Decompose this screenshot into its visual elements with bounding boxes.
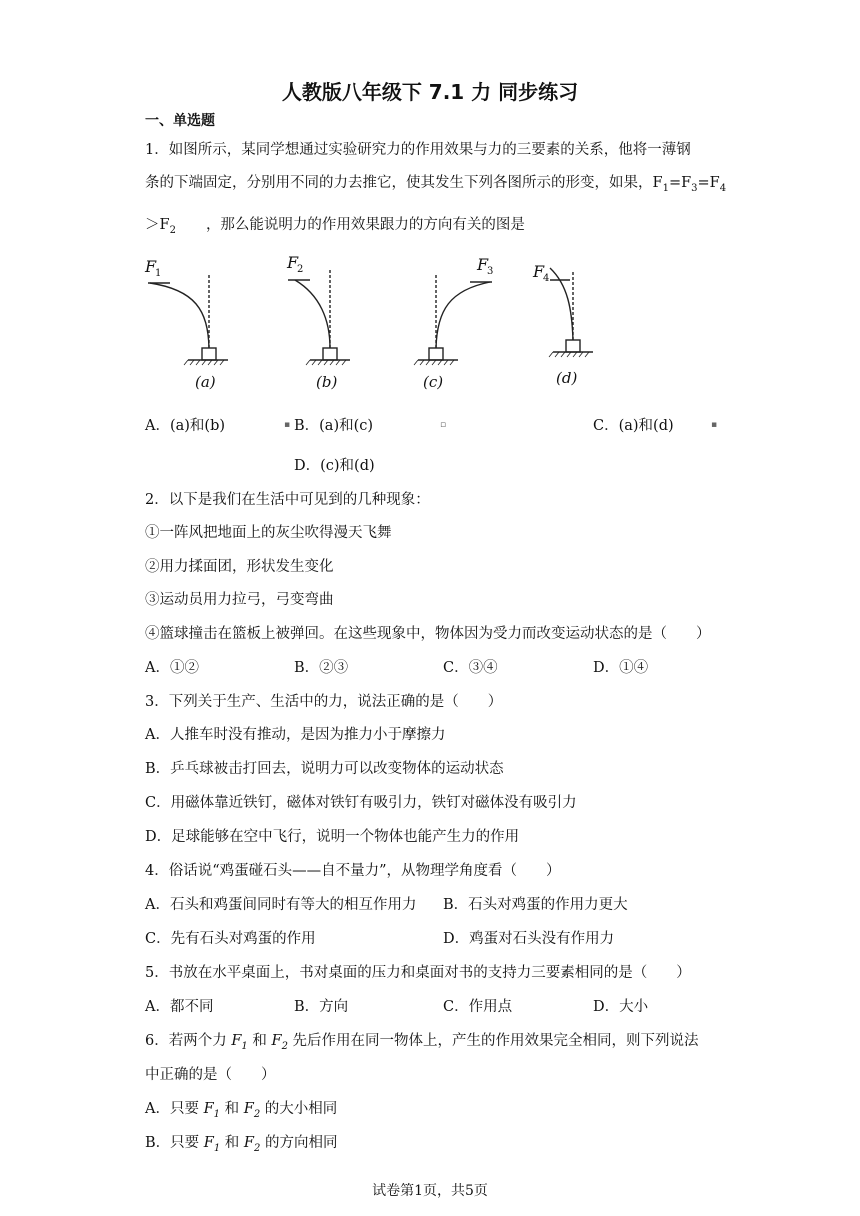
q5-option-a[interactable]: A．都不同 — [145, 999, 214, 1015]
q2-option-c[interactable]: C．③④ — [443, 660, 498, 676]
q1-option-c[interactable]: C．(a)和(d) — [593, 418, 674, 434]
q1-figure — [140, 250, 610, 400]
label-f4: F — [533, 262, 545, 281]
figure-a — [144, 257, 228, 391]
figure-c — [414, 255, 493, 391]
page-title: 人教版八年级下 7.1 力 同步练习 — [281, 80, 579, 104]
q1-option-a[interactable]: A．(a)和(b) — [145, 418, 226, 434]
q1-option-d[interactable]: D．(c)和(d) — [294, 458, 375, 474]
q6-option-b[interactable]: B．只要 $F_1$ 和 $F_2$ 的方向相同 — [145, 1135, 338, 1154]
label-f2: F — [287, 253, 299, 272]
q3-option-a[interactable]: A．人推车时没有推动，是因为推力小于摩擦力 — [145, 727, 446, 743]
caption-c: (c) — [423, 373, 444, 391]
q4-option-d[interactable]: D．鸡蛋对石头没有作用力 — [443, 931, 615, 947]
figure-d — [532, 262, 593, 387]
q4-stem: 4．俗话说“鸡蛋碰石头——自不量力”，从物理学角度看（ ） — [145, 863, 561, 879]
q1-line2: 条的下端固定，分别用不同的力去推它，使其发生下列各图所示的形变，如果，$F_1=F_3=F_4$ — [145, 175, 727, 194]
q5-stem: 5．书放在水平桌面上，书对桌面的压力和桌面对书的支持力三要素相同的是（ ） — [145, 965, 691, 981]
svg-text:1: 1 — [155, 268, 162, 279]
q2-option-a[interactable]: A．①② — [145, 660, 199, 676]
q3-option-c[interactable]: C．用磁体靠近铁钉，磁体对铁钉有吸引力，铁钉对磁体没有吸引力 — [145, 795, 577, 811]
section-heading: 一、单选题 — [145, 113, 215, 129]
q4-option-b[interactable]: B．石头对鸡蛋的作用力更大 — [443, 897, 628, 913]
q2-option-b[interactable]: B．②③ — [294, 660, 349, 676]
q3-option-b[interactable]: B．乒乓球被击打回去，说明力可以改变物体的运动状态 — [145, 761, 504, 777]
page-footer: 试卷第1页，共5页 — [372, 1183, 488, 1199]
q1-option-b[interactable]: B．(a)和(c) — [294, 418, 374, 434]
caption-a: (a) — [195, 373, 216, 391]
q2-item-1: ①一阵风把地面上的灰尘吹得漫天飞舞 — [145, 525, 392, 541]
svg-text:4: 4 — [543, 273, 550, 284]
q6-line2: 中正确的是（ ） — [145, 1067, 276, 1083]
q2-item-4: ④篮球撞击在篮板上被弹回。在这些现象中，物体因为受力而改变运动状态的是（ ） — [145, 626, 711, 642]
q3-stem: 3．下列关于生产、生活中的力，说法正确的是（ ） — [145, 694, 503, 710]
svg-text:2: 2 — [297, 264, 304, 275]
q2-stem: 2．以下是我们在生活中可见到的几种现象： — [145, 492, 430, 508]
q1-line1: 1．如图所示，某同学想通过实验研究力的作用效果与力的三要素的关系，他将一薄钢 — [145, 142, 691, 158]
q5-option-c[interactable]: C．作用点 — [443, 999, 513, 1015]
label-f1: F — [145, 257, 157, 276]
q6-line1: 6．若两个力 $F_1$ 和 $F_2$ 先后作用在同一物体上，产生的作用效果完全相同，则下列说法 — [145, 1033, 699, 1052]
label-f3: F — [477, 255, 489, 274]
q3-option-d[interactable]: D．足球能够在空中飞行，说明一个物体也能产生力的作用 — [145, 829, 520, 845]
caption-b: (b) — [316, 373, 338, 391]
svg-text:3: 3 — [487, 266, 494, 277]
q4-option-a[interactable]: A．石头和鸡蛋间同时有等大的相互作用力 — [145, 897, 417, 913]
q4-option-c[interactable]: C．先有石头对鸡蛋的作用 — [145, 931, 316, 947]
q6-option-a[interactable]: A．只要 $F_1$ 和 $F_2$ 的大小相同 — [145, 1101, 338, 1120]
q5-option-b[interactable]: B．方向 — [294, 999, 349, 1015]
q1-line3: $>F_2$ ，那么能说明力的作用效果跟力的方向有关的图是 — [145, 217, 525, 236]
q2-item-2: ②用力揉面团，形状发生变化 — [145, 559, 334, 575]
figure-b — [286, 253, 350, 391]
q2-item-3: ③运动员用力拉弓，弓变弯曲 — [145, 592, 334, 608]
caption-d: (d) — [556, 369, 578, 387]
q5-option-d[interactable]: D．大小 — [593, 999, 649, 1015]
q2-option-d[interactable]: D．①④ — [593, 660, 649, 676]
